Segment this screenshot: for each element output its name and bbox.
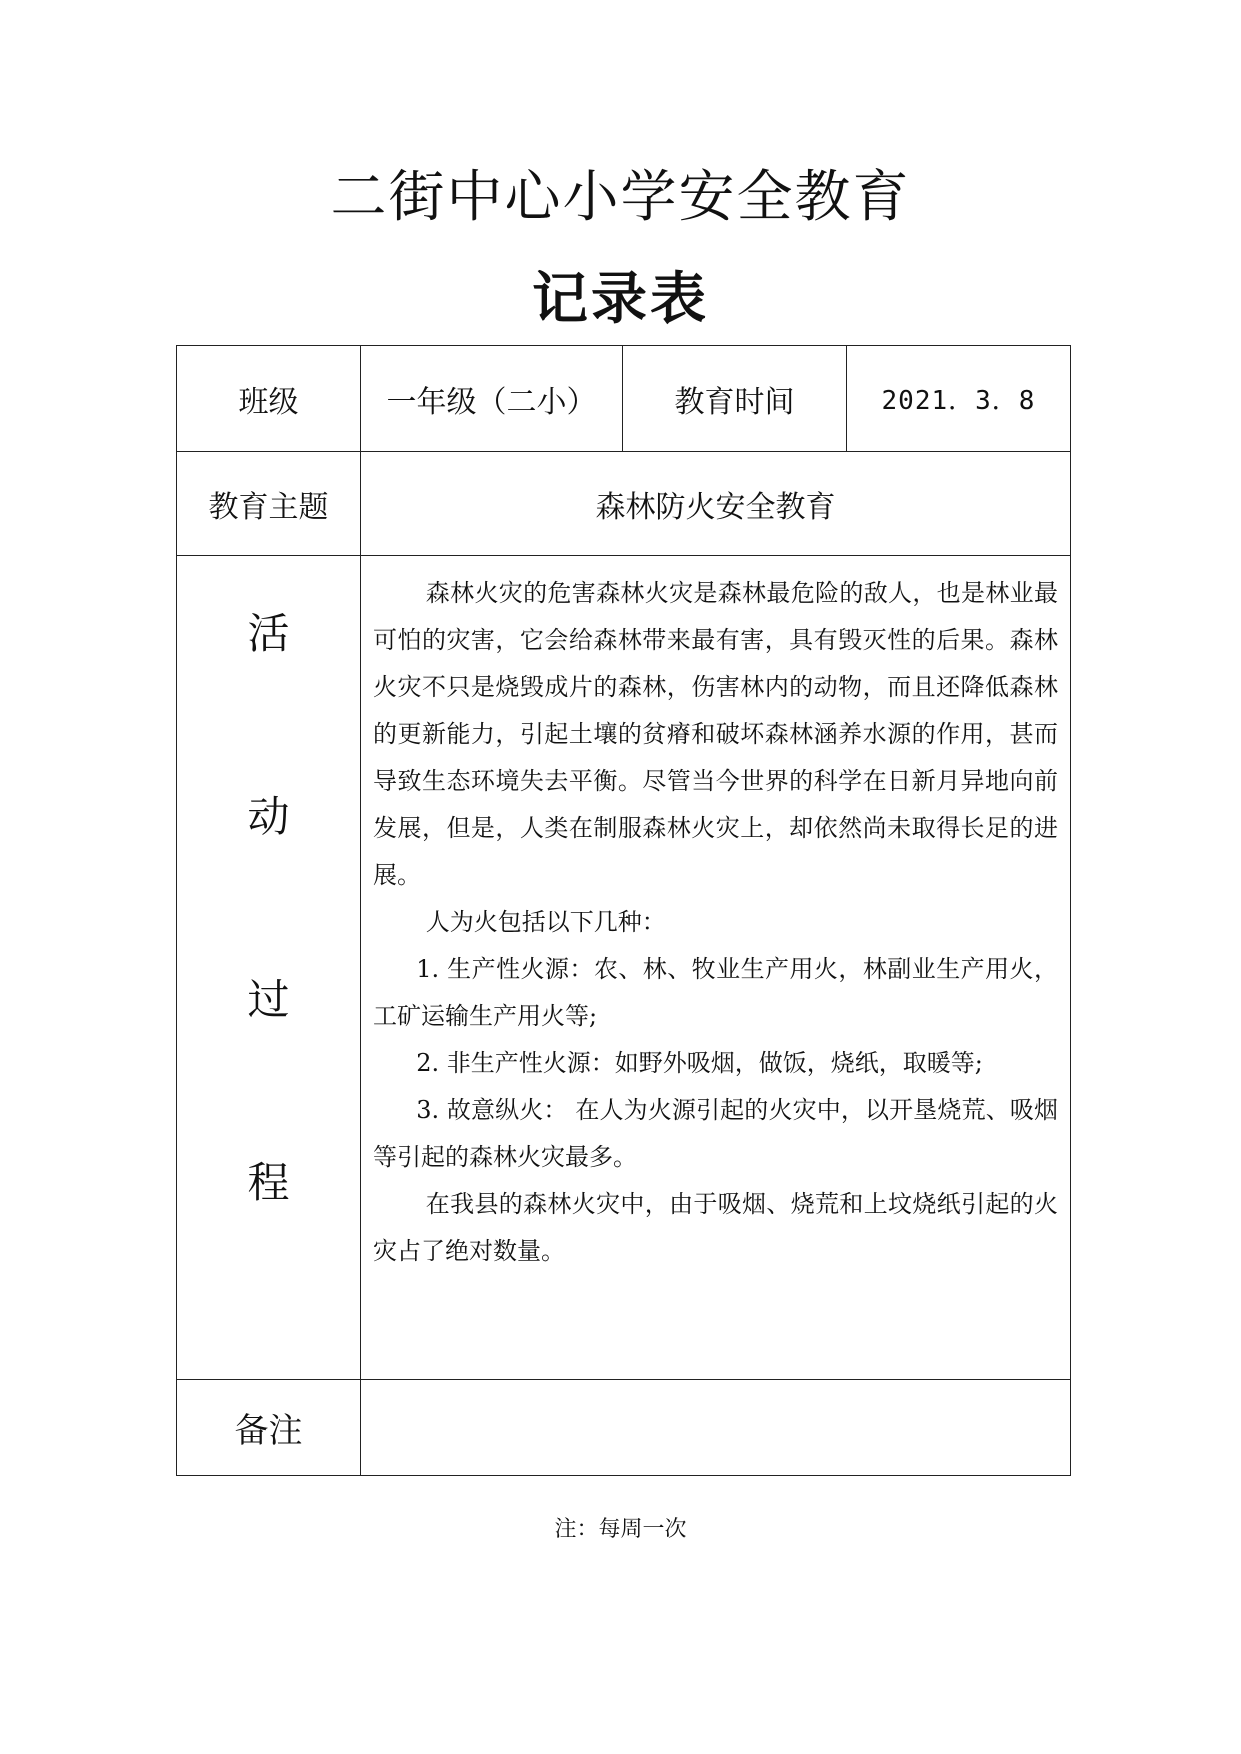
process-list-item: 2. 非生产性火源：如野外吸烟，做饭，烧纸，取暖等;: [416, 1049, 983, 1077]
process-label: [177, 556, 361, 1380]
row-class-time: [177, 346, 1071, 452]
process-paragraph: 人为火包括以下几种：: [425, 908, 666, 936]
class-label: 班级: [177, 346, 361, 452]
footnote: 注：每周一次: [554, 1517, 687, 1542]
remark-value: [361, 1380, 1071, 1476]
document-title: 二街中心小学安全教育: [330, 165, 911, 230]
process-list-item: 1. 生产性火源：农、林、牧业生产用火，林副业生产用火，工矿运输生产用火等;: [373, 955, 1058, 1030]
process-label-char-4: 程: [247, 1158, 290, 1207]
class-value: 一年级（二小）: [361, 346, 623, 452]
document-subtitle: 记录表: [532, 266, 709, 332]
row-process: [177, 556, 1071, 1380]
process-paragraph: 森林火灾的危害森林火灾是森林最危险的敌人，也是林业最可怕的灾害，它会给森林带来最有害，具有毁灭性的后果。森林火灾不只是烧毁成片的森林，伤害林内的动物，而且还降低森林的更新能力，引起土壤的贫瘠和破坏森林涵养水源的作用，甚而导致生态环境失去平衡。尽管当今世界的科学在日新月异地向前发展，但是，人类在制服森林火灾上，却依然尚未取得长足的进展。: [373, 579, 1058, 889]
topic-label: 教育主题: [177, 452, 361, 556]
process-paragraph: 在我县的森林火灾中，由于吸烟、烧荒和上坟烧纸引起的火灾占了绝对数量。: [373, 1190, 1058, 1265]
process-list-item: 3. 故意纵火： 在人为火源引起的火灾中，以开垦烧荒、吸烟等引起的森林火灾最多。: [373, 1096, 1058, 1171]
process-label-char-2: 动: [247, 792, 290, 841]
topic-value: 森林防火安全教育: [361, 452, 1071, 556]
time-value: 2021．3．8: [847, 346, 1071, 452]
record-table: [176, 345, 1071, 1476]
remark-label: 备注: [177, 1380, 361, 1476]
process-label-char-3: 过: [247, 975, 290, 1024]
time-label: 教育时间: [623, 346, 847, 452]
process-content: [361, 556, 1071, 1380]
row-topic: [177, 452, 1071, 556]
process-label-char-1: 活: [247, 609, 290, 658]
row-remark: [177, 1380, 1071, 1476]
